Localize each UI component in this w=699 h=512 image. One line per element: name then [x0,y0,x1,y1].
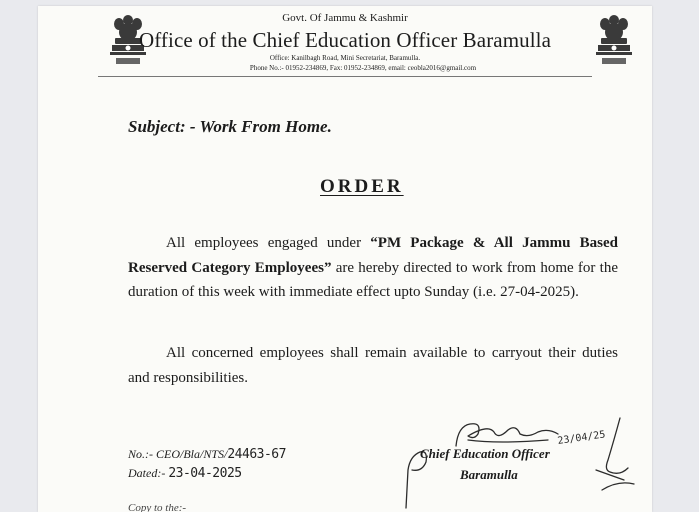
office-address: Office: Kanilbagh Road, Mini Secretariat, Baramulla. [269,54,421,62]
copy-to-heading: Copy to the:- [128,502,187,512]
paragraph-2-text: All concerned employees shall remain available to carryout their duties and responsibilities. [128,345,618,386]
reference-number-value: 24463-67 [227,447,286,462]
reference-number-label: No.:- CEO/Bla/NTS/ [128,447,228,461]
office-contact: Phone No.:- 01952-234869, Fax: 01952-234869, email: ceobla2016@gmail.com [249,64,477,72]
subject-line: Subject: - Work From Home. [128,117,332,136]
order-paragraph-1 [128,231,618,305]
order-document [38,6,652,512]
reference-date-label: Dated:- [128,466,169,480]
paragraph-1-tail: are hereby directed to work from home for the duration of this week with immediate effect upto Sunday (i.e. 27-04-2025). [128,259,619,300]
paragraph-1-bold: “PM Package & All Jammu Based Reserved Category Employees” [128,235,618,276]
order-heading: ORDER [320,176,404,197]
order-paragraph-2 [128,341,618,390]
paragraph-1-lead: All employees engaged under [166,235,371,251]
office-title: Office of the Chief Education Officer Baramulla [138,28,552,52]
reference-number [128,447,286,462]
signatory-title: Chief Education Officer [420,446,550,461]
signature-date: 23/04/25 [556,429,607,447]
reference-date-value: 23-04-2025 [168,466,242,481]
signatory-place: Baramulla [460,467,518,482]
govt-heading: Govt. Of Jammu & Kashmir [282,12,408,24]
header-divider [98,76,592,77]
reference-date [128,466,242,481]
